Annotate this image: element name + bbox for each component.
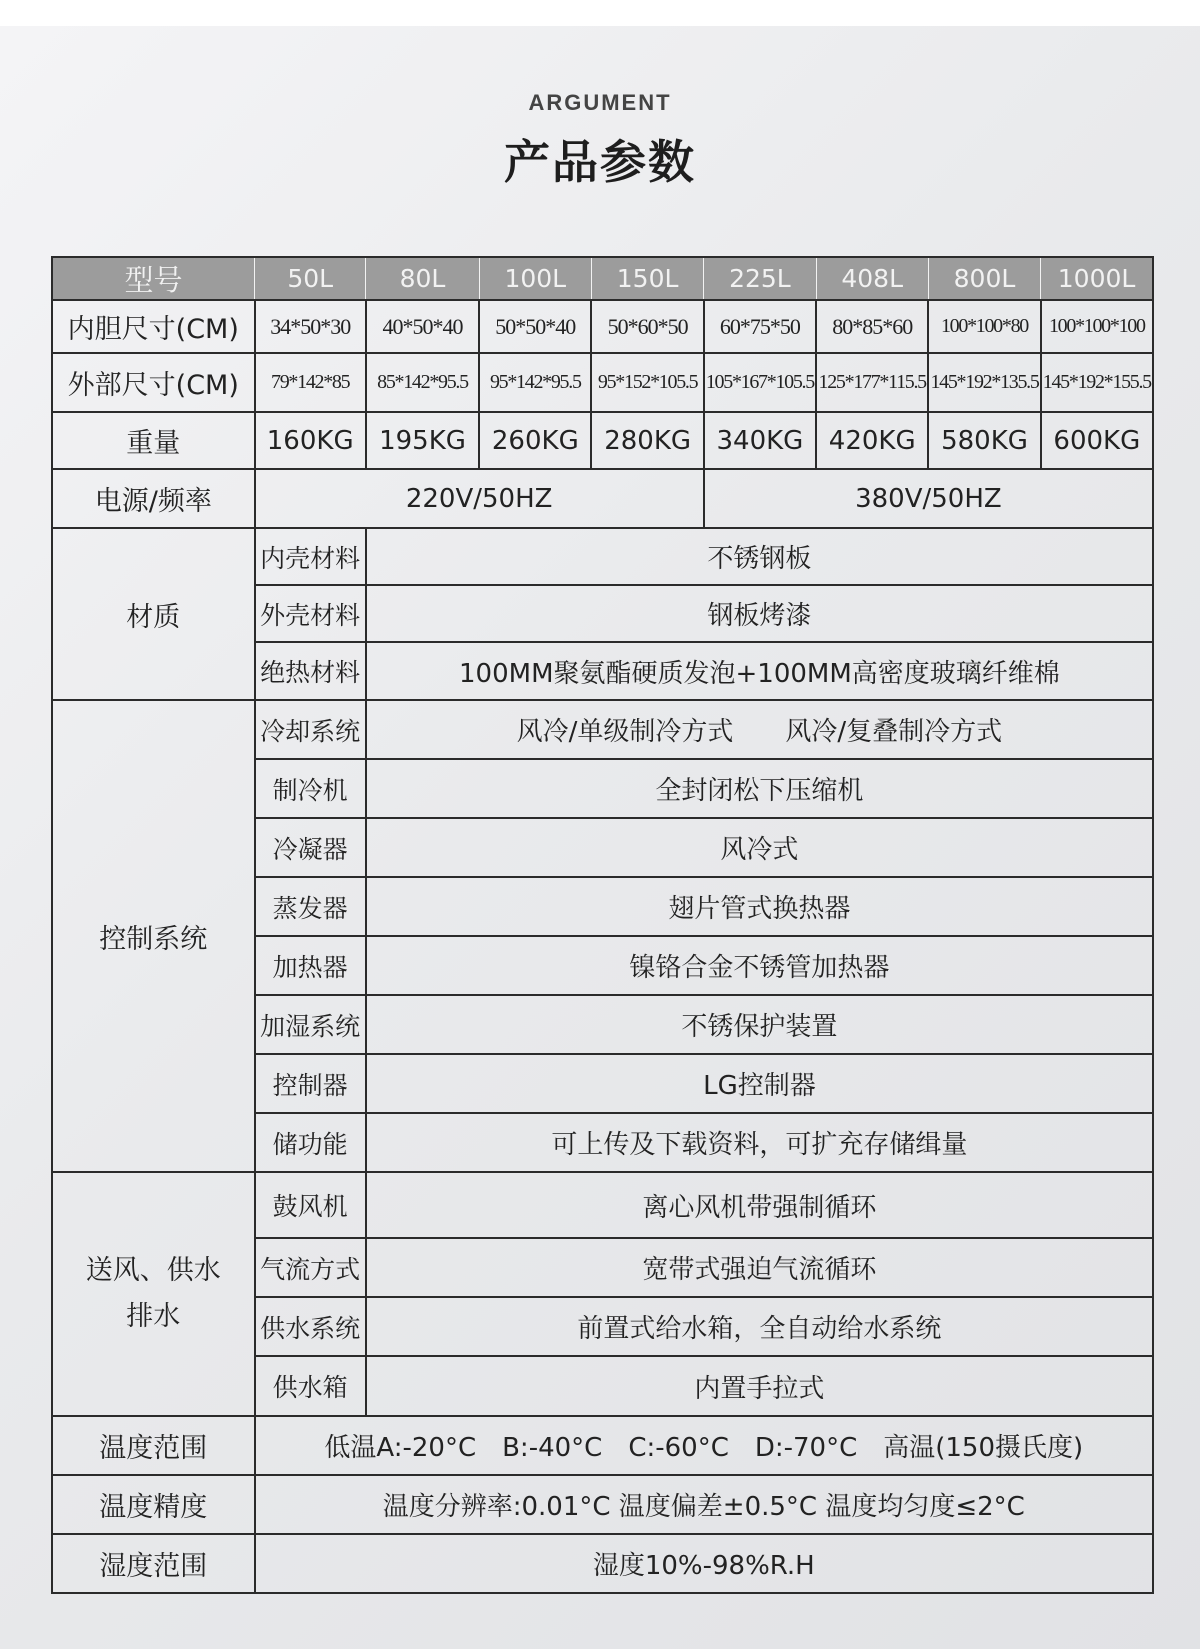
value-cell: 风冷/单级制冷方式 风冷/复叠制冷方式	[366, 700, 1153, 759]
row-label: 电源/频率	[52, 469, 255, 528]
weight-cell: 160KG	[255, 412, 366, 469]
model-cell: 408L	[816, 257, 928, 300]
inner-size-row	[52, 300, 1153, 353]
control-row	[52, 700, 1153, 759]
weight-cell: 195KG	[366, 412, 479, 469]
sub-label: 内壳材料	[255, 528, 366, 585]
section-eyebrow: ARGUMENT	[528, 90, 672, 115]
sub-label: 加湿系统	[255, 995, 366, 1054]
sub-label: 气流方式	[255, 1238, 366, 1297]
page-background	[0, 26, 1200, 1649]
size-cell: 85*142*95.5	[366, 353, 479, 412]
temp-precision-row	[52, 1475, 1153, 1534]
value-cell: 内置手拉式	[366, 1356, 1153, 1416]
model-cell: 50L	[255, 257, 366, 300]
row-label: 内胆尺寸(CM)	[52, 300, 255, 353]
sub-label: 蒸发器	[255, 877, 366, 936]
size-cell: 50*60*50	[591, 300, 703, 353]
row-label: 温度精度	[52, 1475, 255, 1534]
value-cell: 100MM聚氨酯硬质发泡+100MM高密度玻璃纤维棉	[366, 642, 1153, 700]
row-label: 外部尺寸(CM)	[52, 353, 255, 412]
sub-label: 控制器	[255, 1054, 366, 1113]
size-cell: 95*142*95.5	[479, 353, 591, 412]
model-cell: 100L	[479, 257, 591, 300]
size-cell: 95*152*105.5	[591, 353, 703, 412]
model-cell: 1000L	[1041, 257, 1153, 300]
spec-table	[51, 256, 1154, 1594]
size-cell: 105*167*105.5	[704, 353, 816, 412]
size-cell: 80*85*60	[816, 300, 928, 353]
group-label-line: 排水	[126, 1301, 181, 1332]
model-cell: 150L	[591, 257, 703, 300]
value-cell: 温度分辨率:0.01°C 温度偏差±0.5°C 温度均匀度≤2°C	[255, 1475, 1153, 1534]
model-cell: 225L	[704, 257, 816, 300]
size-cell: 60*75*50	[704, 300, 816, 353]
weight-cell: 280KG	[591, 412, 703, 469]
value-cell: 钢板烤漆	[366, 585, 1153, 642]
group-label-line: 送风、供水	[85, 1255, 221, 1286]
outer-size-row	[52, 353, 1153, 412]
sub-label: 加热器	[255, 936, 366, 995]
sub-label: 制冷机	[255, 759, 366, 818]
sub-label: 冷凝器	[255, 818, 366, 877]
model-header-row	[52, 257, 1153, 300]
sub-label: 供水箱	[255, 1356, 366, 1416]
model-cell: 80L	[366, 257, 479, 300]
power-cell: 380V/50HZ	[704, 469, 1153, 528]
sub-label: 冷却系统	[255, 700, 366, 759]
value-cell: 不锈钢板	[366, 528, 1153, 585]
row-label: 温度范围	[52, 1416, 255, 1475]
value-cell: 离心风机带强制循环	[366, 1172, 1153, 1238]
weight-cell: 420KG	[816, 412, 928, 469]
temp-range-row	[52, 1416, 1153, 1475]
weight-row	[52, 412, 1153, 469]
humidity-range-row	[52, 1534, 1153, 1593]
size-cell: 100*100*80	[928, 300, 1040, 353]
weight-cell: 340KG	[704, 412, 816, 469]
size-cell: 50*50*40	[479, 300, 591, 353]
group-label-air-water	[52, 1172, 255, 1416]
power-row	[52, 469, 1153, 528]
sub-label: 绝热材料	[255, 642, 366, 700]
value-cell: 宽带式强迫气流循环	[366, 1238, 1153, 1297]
air-water-row	[52, 1172, 1153, 1238]
size-cell: 145*192*135.5	[928, 353, 1040, 412]
row-label: 湿度范围	[52, 1534, 255, 1593]
row-label: 重量	[52, 412, 255, 469]
value-cell: 前置式给水箱，全自动给水系统	[366, 1297, 1153, 1356]
size-cell: 34*50*30	[255, 300, 366, 353]
sub-label: 鼓风机	[255, 1172, 366, 1238]
model-cell: 800L	[928, 257, 1040, 300]
value-cell: 风冷式	[366, 818, 1153, 877]
size-cell: 145*192*155.5	[1041, 353, 1153, 412]
material-row	[52, 528, 1153, 585]
power-cell: 220V/50HZ	[255, 469, 704, 528]
value-cell: 镍铬合金不锈管加热器	[366, 936, 1153, 995]
weight-cell: 260KG	[479, 412, 591, 469]
group-label-control: 控制系统	[52, 700, 255, 1172]
sub-label: 供水系统	[255, 1297, 366, 1356]
value-cell: 不锈保护装置	[366, 995, 1153, 1054]
size-cell: 79*142*85	[255, 353, 366, 412]
value-cell: 低温A:-20°C B:-40°C C:-60°C D:-70°C 高温(150摄氏度)	[255, 1416, 1153, 1475]
value-cell: 翅片管式换热器	[366, 877, 1153, 936]
weight-cell: 600KG	[1041, 412, 1153, 469]
page-title: 产品参数	[504, 135, 696, 189]
value-cell: 可上传及下载资料，可扩充存储缉量	[366, 1113, 1153, 1172]
weight-cell: 580KG	[928, 412, 1040, 469]
model-label: 型号	[52, 257, 255, 300]
group-label-material: 材质	[52, 528, 255, 700]
size-cell: 125*177*115.5	[816, 353, 928, 412]
value-cell: 湿度10%-98%R.H	[255, 1534, 1153, 1593]
size-cell: 40*50*40	[366, 300, 479, 353]
value-cell: LG控制器	[366, 1054, 1153, 1113]
sub-label: 储功能	[255, 1113, 366, 1172]
value-cell: 全封闭松下压缩机	[366, 759, 1153, 818]
size-cell: 100*100*100	[1041, 300, 1153, 353]
sub-label: 外壳材料	[255, 585, 366, 642]
